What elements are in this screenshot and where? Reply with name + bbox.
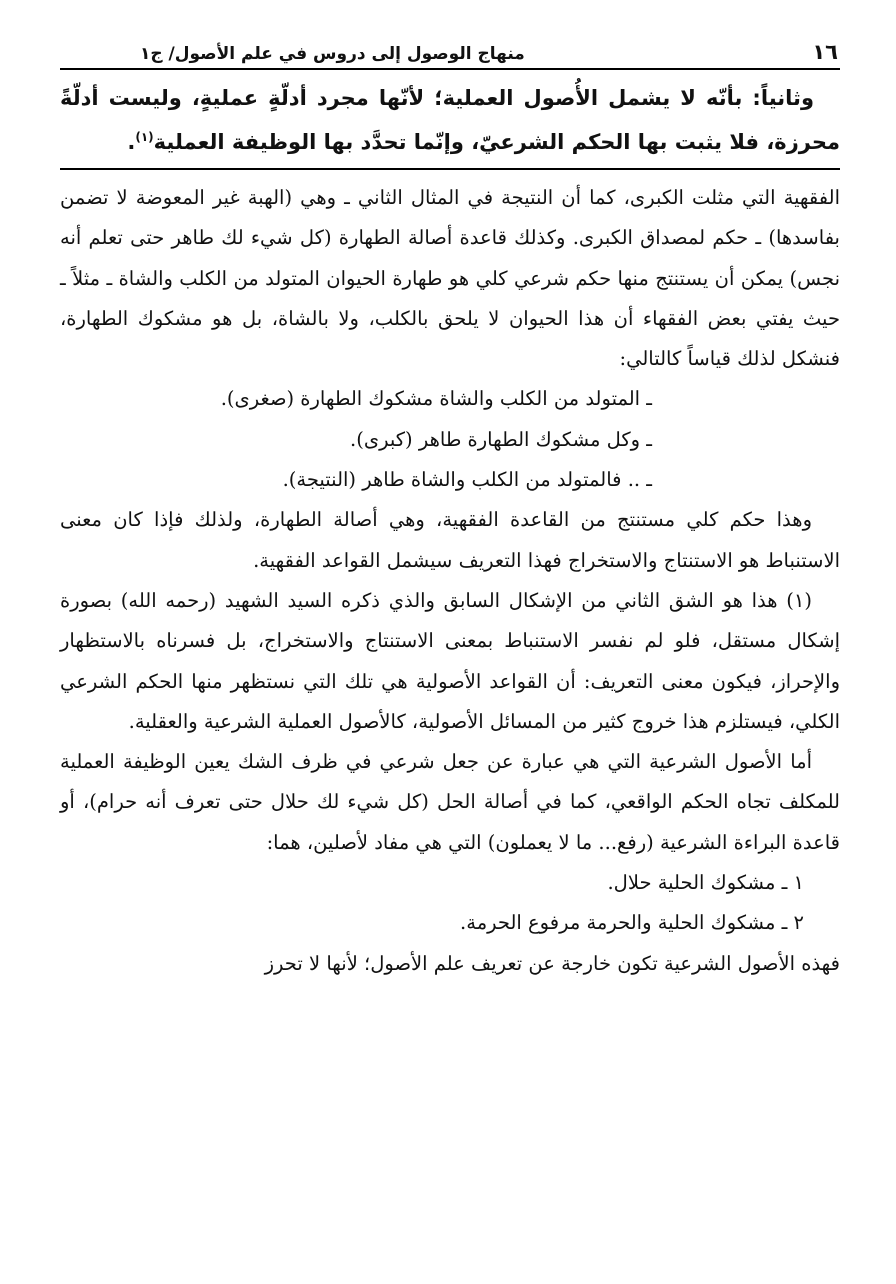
footnote-paragraph: الفقهية التي مثلت الكبرى، كما أن النتيجة في المثال الثاني ـ وهي (الهبة غير المعوضة لا تضمن بفاسدها) ـ حكم لمصداق الكبرى. وكذلك قاعدة أصالة الطهارة (كل شيء لك طاهر حتى تعلم أنه نجس) يمكن أن يستنتج منها حكم شرعي كلي هو طهارة الحيوان المتولد من الكلب والشاة ـ مثلاً ـ حيث يفتي بعض الفقهاء أن هذا الحيوان لا يلحق بالكلب، ولا بالشاة، بل هو مشكوك الطهارة، فنشكل لذلك قياساً كالتالي: [60,186,840,371]
page-header [60,30,840,64]
footnote-paragraph: وهذا حكم كلي مستنتج من القاعدة الفقهية، وهي أصالة الطهارة، ولذلك فإذا كان معنى الاستنباط هو الاستنتاج والاستخراج فهذا التعريف سيشمل القواعد الفقهية. [60,508,840,572]
main-paragraph-text: وثانياً: بأنّه لا يشمل الأُصول العملية؛ لأنّها مجرد أدلّةٍ عمليةٍ، وليست أدلّةً محرزة، فلا يثبت بها الحكم الشرعيّ، وإنّما تحدَّد بها الوظيفة العملية [60,86,840,154]
footnote-paragraph: فهذه الأصول الشرعية تكون خارجة عن تعريف علم الأصول؛ لأنها لا تحرز [264,951,840,975]
footnote-paragraph: أما الأصول الشرعية التي هي عبارة عن جعل شرعي في ظرف الشك يعين الوظيفة العملية للمكلف تجاه الحكم الواقعي، كما في أصالة الحل (كل شيء لك حلال حتى تعرف أنه حرام)، أو قاعدة البراءة الشرعية (رفع... ما لا يعملون) التي هي مفاد لأصلين، هما: [60,750,840,854]
syllogism-line-result: ـ .. فالمتولد من الكلب والشاة طاهر (النتيجة). [282,468,652,492]
main-text [60,70,840,168]
syllogism-line-minor: ـ المتولد من الكلب والشاة مشكوك الطهارة (صغرى). [220,387,652,411]
running-title: منهاج الوصول إلى دروس في علم الأصول/ ج١ [140,44,525,64]
main-paragraph: وثانياً: بأنّه لا يشمل الأُصول العملية؛ لأنّها مجرد أدلّةٍ عمليةٍ، وليست أدلّةً محرزة، فلا يثبت بها الحكم الشرعيّ، وإنّما تحدَّد بها الوظيفة العملية$^{(١)}$. [60,86,840,154]
footnote-marker: (١) [135,130,154,144]
footnote-paragraph: (١) هذا هو الشق الثاني من الإشكال السابق والذي ذكره السيد الشهيد (رحمه الله) بصورة إشكال مستقل، فلو لم نفسر الاستنباط بمعنى الاستنتاج والاستخراج، بل فسرناه بالاستظهار والإحراز، فيكون معنى التعريف: أن القواعد الأصولية هي تلك التي نستظهر منها الحكم الشرعي الكلي، فيستلزم هذا خروج كثير من المسائل الأصولية، كالأصول العملية الشرعية والعقلية. [60,588,840,733]
syllogism-line-major: ـ وكل مشكوك الطهارة طاهر (كبرى). [350,427,652,451]
page-number: ١٦ [812,40,838,64]
numbered-item: ١ ـ مشكوك الحلية حلال. [607,871,804,895]
book-page [60,30,840,1270]
footnotes [60,170,840,984]
numbered-item: ٢ ـ مشكوك الحلية والحرمة مرفوع الحرمة. [460,911,804,935]
